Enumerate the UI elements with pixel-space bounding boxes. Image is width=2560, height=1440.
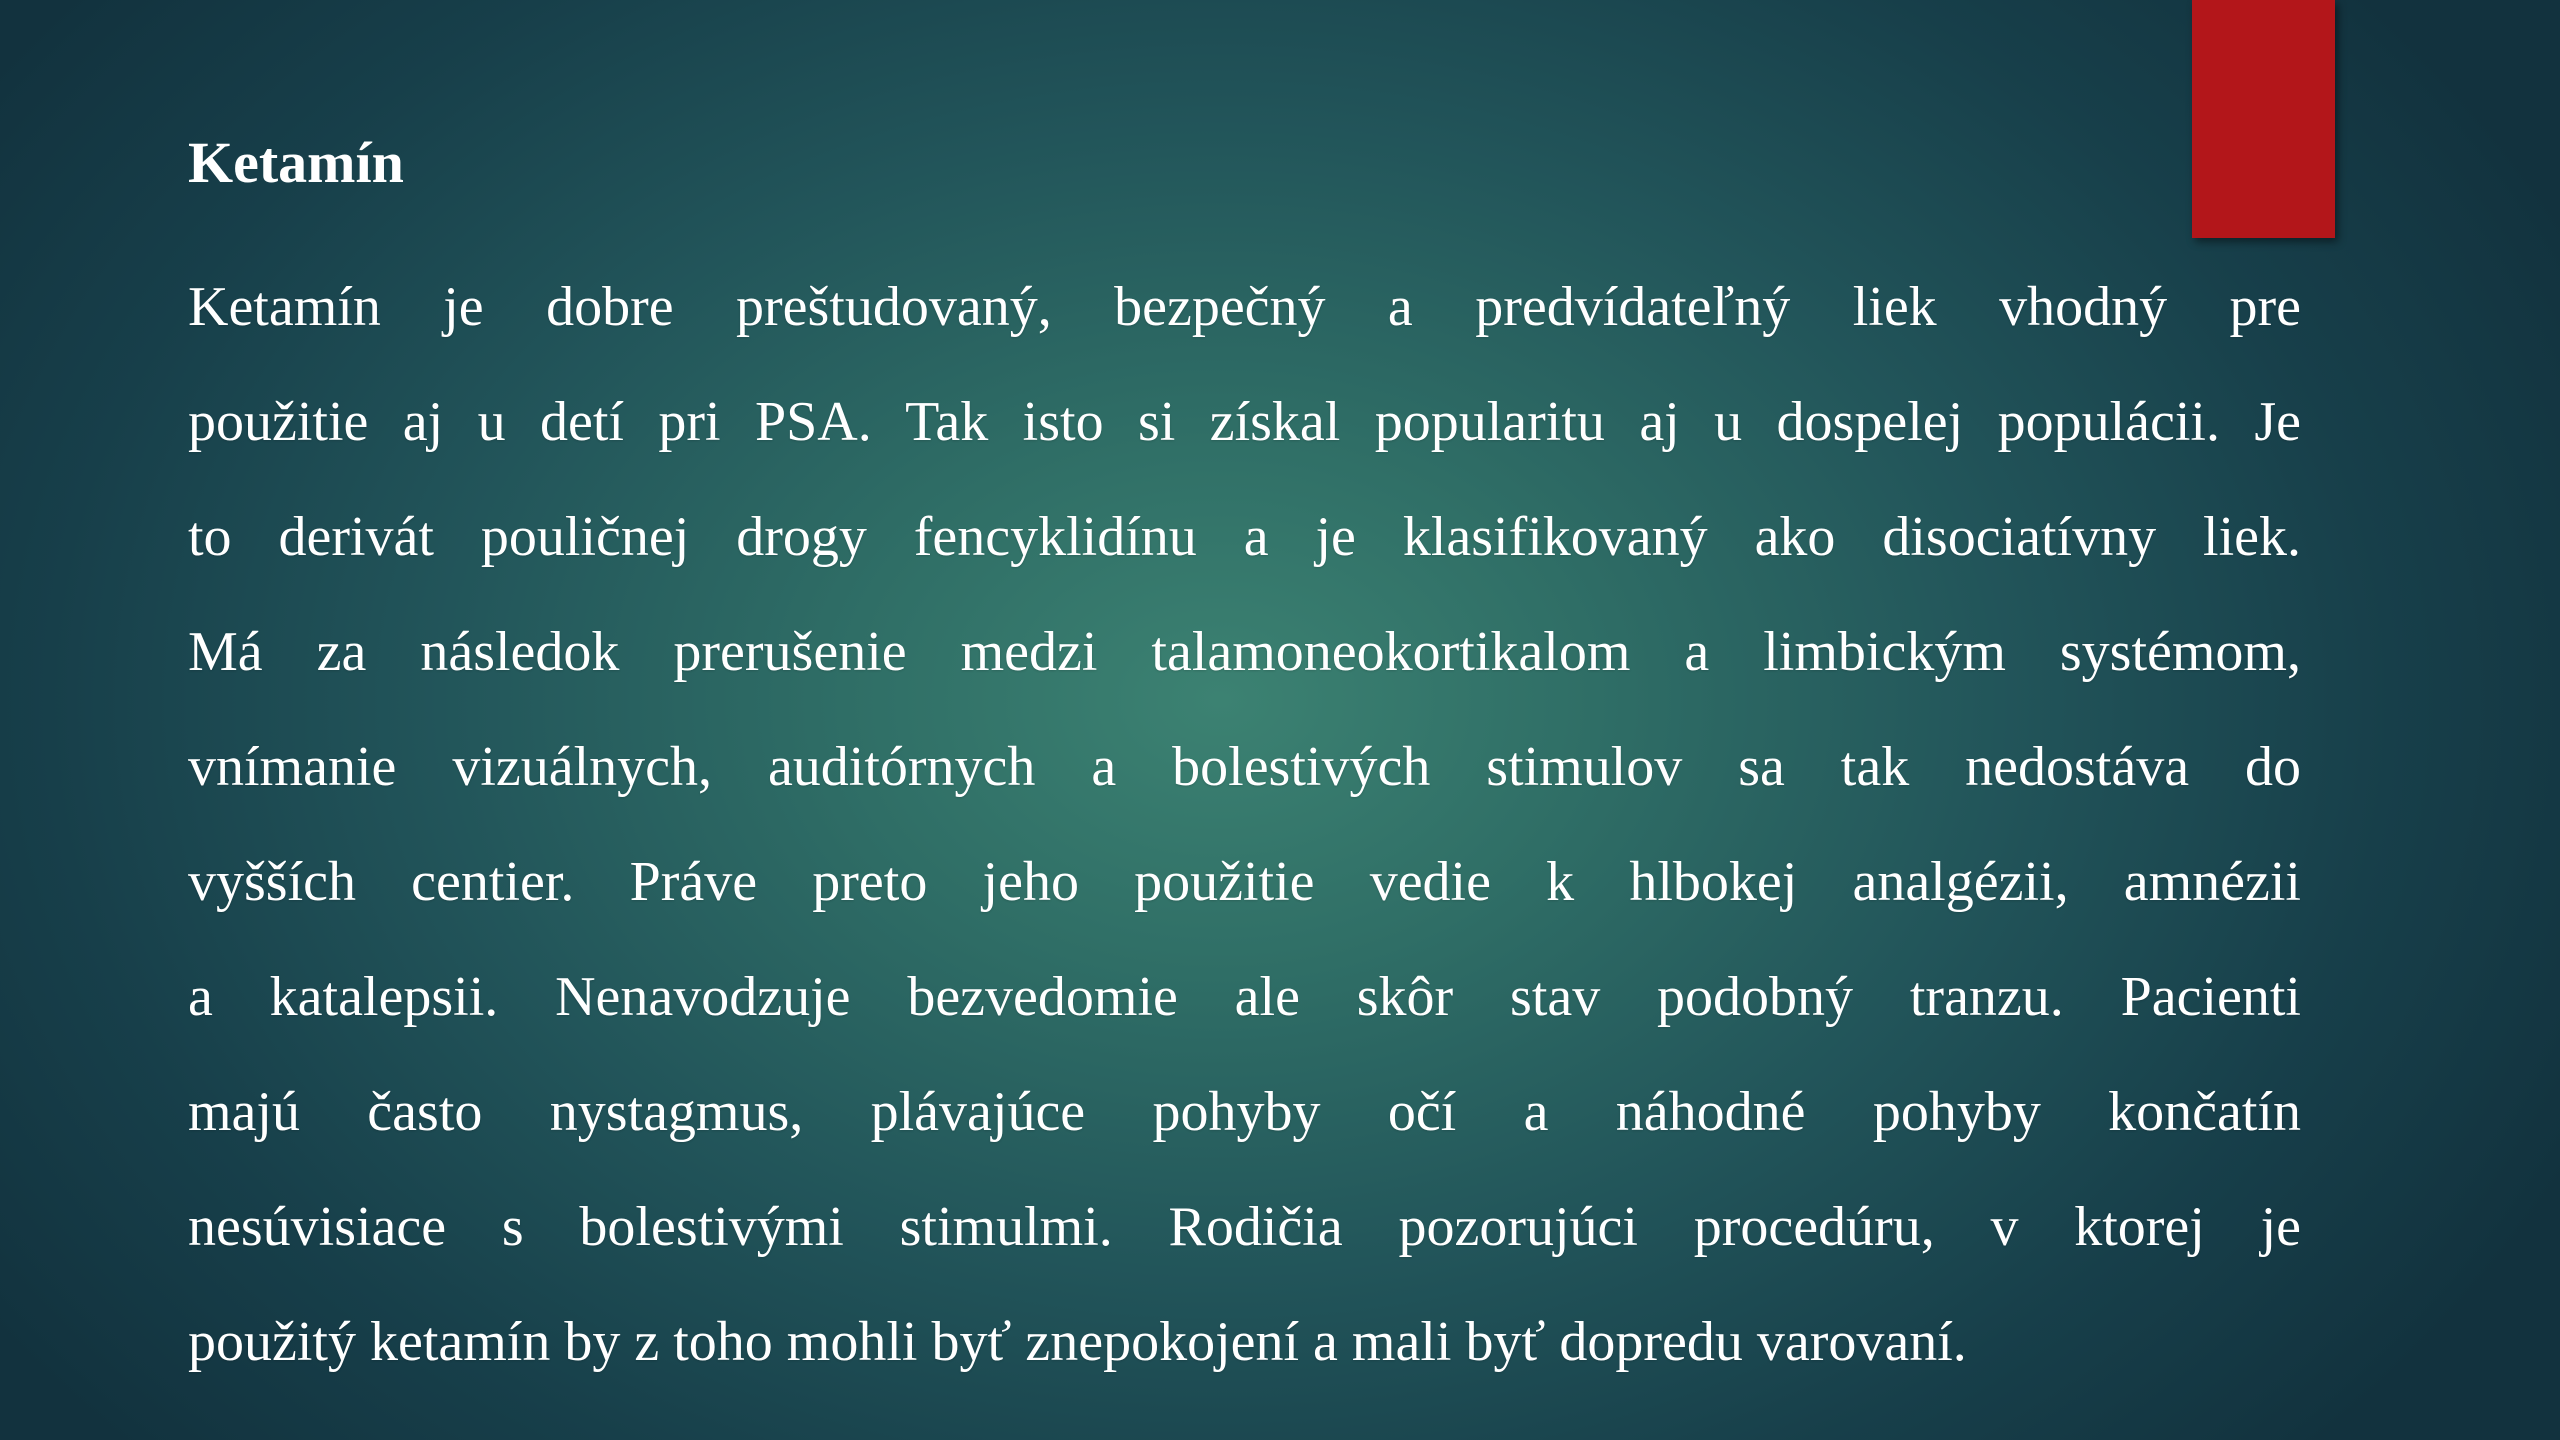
slide-body bbox=[188, 250, 2301, 1400]
body-line-6: vyšších centier. Práve preto jeho použitie vedie k hlbokej analgézii, amnézii bbox=[188, 851, 2301, 913]
body-line-4: Má za následok prerušenie medzi talamoneokortikalom a limbickým systémom, bbox=[188, 621, 2301, 683]
body-line-10: použitý ketamín by z toho mohli byť znepokojení a mali byť dopredu varovaní. bbox=[188, 1311, 1967, 1373]
body-line-1: Ketamín je dobre preštudovaný, bezpečný a predvídateľný liek vhodný pre bbox=[188, 276, 2301, 338]
body-line-9: nesúvisiace s bolestivými stimulmi. Rodičia pozorujúci procedúru, v ktorej je bbox=[188, 1196, 2301, 1258]
accent-bar bbox=[2192, 0, 2335, 238]
body-line-3: to derivát pouličnej drogy fencyklidínu a je klasifikovaný ako disociatívny liek. bbox=[188, 506, 2301, 568]
body-line-2: použitie aj u detí pri PSA. Tak isto si získal popularitu aj u dospelej populácii. Je bbox=[188, 391, 2301, 453]
body-line-7: a katalepsii. Nenavodzuje bezvedomie ale skôr stav podobný tranzu. Pacienti bbox=[188, 966, 2301, 1028]
slide-title: Ketamín bbox=[188, 130, 404, 195]
body-line-8: majú často nystagmus, plávajúce pohyby očí a náhodné pohyby končatín bbox=[188, 1081, 2301, 1143]
body-line-5: vnímanie vizuálnych, auditórnych a bolestivých stimulov sa tak nedostáva do bbox=[188, 736, 2301, 798]
